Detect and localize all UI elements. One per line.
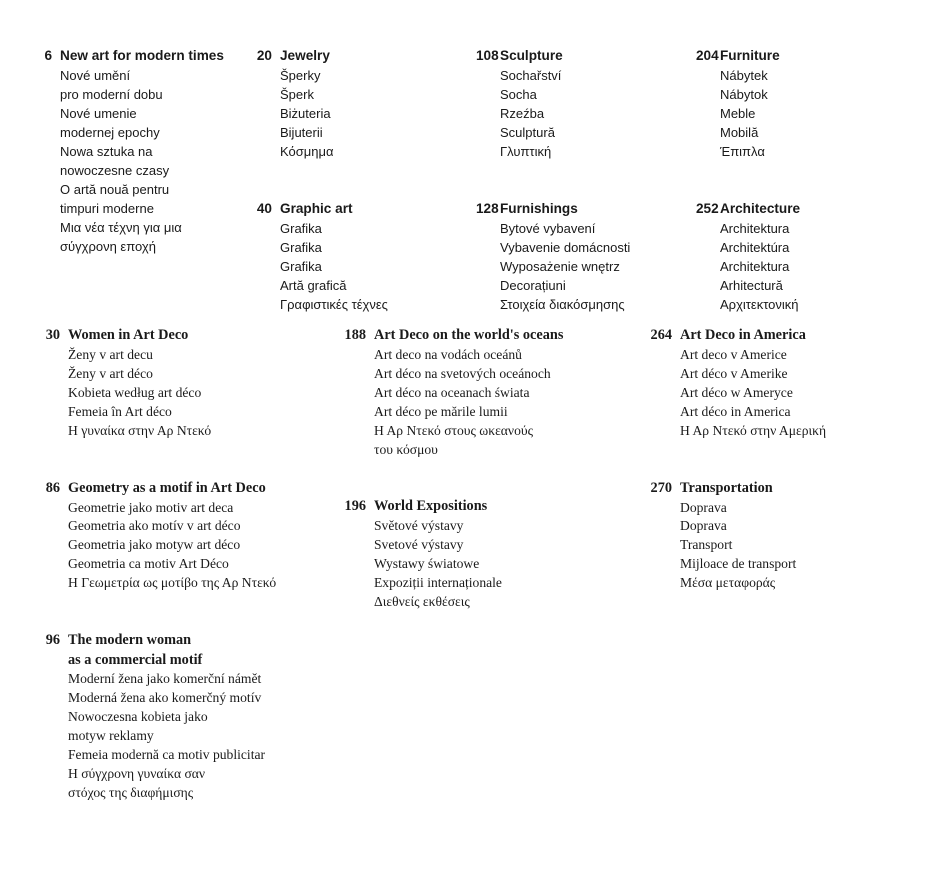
- toc-column-1: [36, 46, 256, 330]
- translation-list: [36, 499, 338, 594]
- translation-line: Η Αρ Ντεκό στην Αμερική: [680, 422, 827, 438]
- translation-line: Šperk: [280, 87, 314, 102]
- entry-title: Architecture: [720, 201, 801, 216]
- translation-line: Moderná žena ako komerčný motív: [68, 689, 262, 705]
- translation-line: του κόσμου: [374, 441, 438, 457]
- translation-line: Wystawy światowe: [374, 556, 480, 572]
- entry-title: Geometry as a motif in Art Deco: [68, 479, 266, 496]
- spacer: [36, 457, 338, 479]
- toc-entry[interactable]: [36, 479, 338, 594]
- entry-title: Transportation: [680, 479, 773, 496]
- translation-line: Μέσα μεταφοράς: [680, 575, 776, 591]
- page-number: 30: [45, 327, 60, 343]
- toc-column-2: [256, 46, 476, 330]
- toc-entry-header: [696, 199, 916, 218]
- page-number: 204: [696, 48, 719, 63]
- translation-line: Šperky: [280, 68, 321, 83]
- translation-line: Ženy v art déco: [68, 365, 153, 381]
- page-number: 264: [650, 327, 672, 343]
- toc-column-6: [338, 326, 640, 818]
- translation-line: Architektura: [720, 221, 790, 236]
- translation-line: Biżuteria: [280, 106, 331, 121]
- translation-line: Moderní žena jako komerční námět: [68, 671, 262, 687]
- page-number: 128: [476, 201, 499, 216]
- spacer: [696, 177, 916, 199]
- translation-line: Meble: [720, 106, 756, 121]
- spacer: [256, 177, 476, 199]
- entry-title: Women in Art Deco: [68, 327, 189, 343]
- translation-line: Mobilă: [720, 125, 759, 140]
- translation-list: [476, 66, 696, 161]
- translation-list: [696, 219, 916, 314]
- translation-line: Wyposażenie wnętrz: [500, 259, 620, 274]
- translation-line: Η Γεωμετρία ως μοτίβο της Αρ Ντεκό: [68, 575, 277, 591]
- translation-line: Στοιχεία διακόσμησης: [500, 297, 625, 312]
- page-number: 86: [45, 479, 60, 496]
- translation-line: Nábytek: [720, 68, 768, 83]
- translation-line: Art deco na vodách oceánů: [374, 347, 522, 362]
- entry-title: Furniture: [720, 48, 780, 63]
- spacer: [640, 457, 916, 479]
- translation-line: Η γυναίκα στην Αρ Ντεκό: [68, 422, 212, 438]
- translation-line: Geometria ca motiv Art Déco: [68, 556, 229, 572]
- entry-title-continuation-wrap: [36, 651, 338, 670]
- toc-entry-header: [36, 46, 256, 65]
- translation-line: Vybavenie domácnosti: [500, 240, 631, 255]
- translation-line: Art déco na oceanach świata: [374, 384, 530, 400]
- translation-line: Decorațiuni: [500, 278, 566, 293]
- translation-line: pro moderní dobu: [60, 87, 163, 102]
- translation-line: Bytové vybavení: [500, 221, 596, 236]
- translation-line: Doprava: [680, 499, 727, 515]
- translation-line: Architektura: [720, 259, 790, 274]
- toc-entry[interactable]: [640, 326, 916, 441]
- translation-line: Grafika: [280, 240, 322, 255]
- translation-line: Αρχιτεκτονική: [720, 297, 799, 312]
- page-number: 96: [45, 632, 60, 649]
- page-number: 40: [256, 201, 272, 216]
- translation-line: Kobieta według art déco: [68, 384, 202, 400]
- translation-line: Nové umění: [60, 68, 131, 83]
- translation-line: Architektúra: [720, 240, 790, 255]
- translation-line: Arhitectură: [720, 278, 783, 293]
- entry-title: New art for modern times: [60, 48, 224, 63]
- toc-column-4: [696, 46, 916, 330]
- entry-title: Art Deco on the world's oceans: [374, 327, 564, 343]
- page-number: 252: [696, 201, 719, 216]
- translation-line: Art déco pe mările lumii: [374, 403, 508, 419]
- translation-line: Grafika: [280, 259, 322, 274]
- translation-line: O artă nouă pentru: [60, 182, 170, 197]
- toc-entry-header: [256, 199, 476, 218]
- translation-line: Art déco w Ameryce: [680, 384, 793, 400]
- translation-list: [256, 66, 476, 161]
- translation-line: timpuri moderne: [60, 201, 154, 216]
- translation-line: Expoziții internaționale: [374, 575, 502, 591]
- page-number: 108: [476, 48, 499, 63]
- translation-line: Μια νέα τέχνη για μια: [60, 220, 182, 235]
- page-number: 20: [256, 48, 272, 63]
- translation-line: Bijuterii: [280, 125, 323, 140]
- entry-title: The modern woman: [68, 632, 192, 649]
- toc-entry[interactable]: [256, 199, 476, 314]
- translation-line: Doprava: [680, 518, 727, 534]
- toc-entry-header: [256, 46, 476, 65]
- translation-line: Transport: [680, 537, 733, 553]
- translation-list: [338, 346, 640, 459]
- translation-line: στόχος της διαφήμισης: [68, 784, 194, 800]
- toc-entry[interactable]: [36, 46, 256, 256]
- translation-list: [256, 219, 476, 314]
- translation-line: Geometrie jako motiv art deca: [68, 499, 234, 515]
- page-number: 6: [44, 48, 52, 63]
- translation-line: Γραφιστικές τέχνες: [280, 297, 388, 312]
- translation-line: Mijloace de transport: [680, 556, 797, 572]
- toc-entry[interactable]: [476, 199, 696, 314]
- translation-line: Nowa sztuka na: [60, 144, 153, 159]
- translation-list: [338, 517, 640, 612]
- toc-entry[interactable]: [256, 46, 476, 161]
- toc-entry[interactable]: [696, 46, 916, 161]
- page-number: 270: [650, 479, 672, 496]
- toc-column-5: [36, 326, 338, 818]
- spacer: [338, 475, 640, 497]
- translation-line: Geometria jako motyw art déco: [68, 537, 241, 553]
- toc-entry[interactable]: [36, 326, 338, 441]
- translation-list: [696, 66, 916, 161]
- translation-list: [36, 670, 338, 802]
- page-number: 188: [344, 327, 366, 343]
- translation-line: nowoczesne czasy: [60, 163, 170, 178]
- translation-line: Γλυπτική: [500, 144, 552, 159]
- translation-line: modernej epochy: [60, 125, 160, 140]
- translation-line: Sochařství: [500, 68, 562, 83]
- translation-list: [640, 499, 916, 594]
- toc-entry-header: [640, 326, 916, 345]
- translation-line: Nowoczesna kobieta jako: [68, 708, 208, 724]
- translation-line: motyw reklamy: [68, 727, 154, 743]
- entry-title: World Expositions: [374, 498, 488, 515]
- toc-entry-header: [36, 326, 338, 345]
- translation-line: Femeia modernă ca motiv publicitar: [68, 746, 266, 762]
- toc-entry-header: [640, 479, 916, 498]
- translation-list: [36, 66, 256, 256]
- translation-line: Art deco v Americe: [680, 347, 787, 362]
- translation-list: [476, 219, 696, 314]
- translation-line: Artă grafică: [280, 278, 347, 293]
- translation-line: Svetové výstavy: [374, 537, 464, 553]
- toc-entry[interactable]: [36, 631, 338, 802]
- toc-entry[interactable]: [696, 199, 916, 314]
- translation-line: Nábytok: [720, 87, 768, 102]
- translation-line: Ženy v art decu: [68, 347, 153, 362]
- translation-line: Art déco v Amerike: [680, 365, 788, 381]
- translation-line: Η σύγχρονη γυναίκα σαν: [68, 765, 206, 781]
- toc-entry[interactable]: [476, 46, 696, 161]
- translation-line: Socha: [500, 87, 537, 102]
- toc-entry-header: [476, 46, 696, 65]
- entry-title: Art Deco in America: [680, 327, 806, 343]
- entry-title: Furnishings: [500, 201, 578, 216]
- toc-column-7: [640, 326, 916, 818]
- toc-entry-header: [36, 631, 338, 650]
- toc-entry-header: [36, 479, 338, 498]
- translation-line: Světové výstavy: [374, 518, 464, 534]
- entry-title: Jewelry: [280, 48, 330, 63]
- spacer: [36, 609, 338, 631]
- translation-list: [640, 346, 916, 441]
- toc-entry-header: [338, 326, 640, 345]
- translation-line: σύγχρονη εποχή: [60, 239, 156, 254]
- toc-entry-header: [338, 497, 640, 516]
- translation-line: Geometria ako motív v art déco: [68, 518, 241, 534]
- translation-line: Rzeźba: [500, 106, 545, 121]
- translation-line: Nové umenie: [60, 106, 137, 121]
- entry-title: Graphic art: [280, 201, 353, 216]
- page-number: 196: [344, 498, 366, 515]
- entry-title-continuation: as a commercial motif: [68, 652, 203, 669]
- toc-bottom-section: [36, 326, 916, 818]
- translation-line: Art déco na svetových oceánoch: [374, 365, 551, 381]
- toc-entry[interactable]: [338, 497, 640, 612]
- toc-entry-header: [696, 46, 916, 65]
- spacer: [476, 177, 696, 199]
- translation-line: Έπιπλα: [720, 144, 765, 159]
- translation-line: Διεθνείς εκθέσεις: [374, 594, 470, 610]
- translation-line: Art déco in America: [680, 403, 791, 419]
- toc-entry[interactable]: [338, 326, 640, 459]
- translation-list: [36, 346, 338, 441]
- translation-line: Η Αρ Ντεκό στους ωκεανούς: [374, 422, 533, 438]
- translation-line: Grafika: [280, 221, 322, 236]
- toc-top-section: [36, 46, 916, 330]
- toc-entry[interactable]: [640, 479, 916, 594]
- entry-title: Sculpture: [500, 48, 563, 63]
- translation-line: Κόσμημα: [280, 144, 334, 159]
- toc-column-3: [476, 46, 696, 330]
- toc-entry-header: [476, 199, 696, 218]
- translation-line: Sculptură: [500, 125, 555, 140]
- translation-line: Femeia în Art déco: [68, 403, 172, 419]
